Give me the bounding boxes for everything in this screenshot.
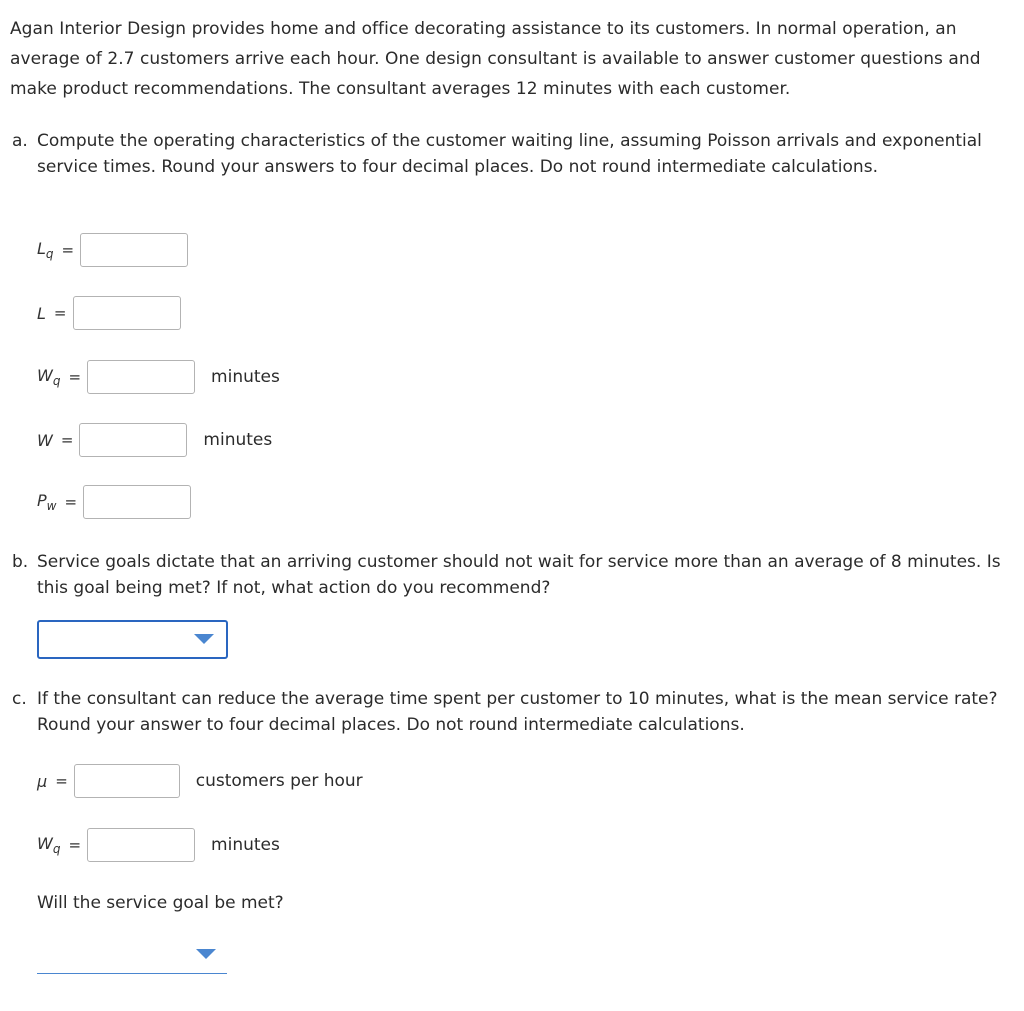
wq-unit: minutes xyxy=(211,367,280,387)
lq-row xyxy=(37,233,188,267)
question-c-letter: c. xyxy=(12,689,27,709)
wq-row xyxy=(37,360,280,394)
pw-equals: = xyxy=(64,493,78,511)
question-a xyxy=(12,128,1012,180)
mu-unit: customers per hour xyxy=(195,771,363,791)
wq-equals: = xyxy=(68,368,82,386)
goal-met-dropdown[interactable] xyxy=(37,945,227,974)
lq-label: $L_q$ xyxy=(37,239,54,261)
pw-row xyxy=(37,485,191,519)
wq-input[interactable] xyxy=(87,360,195,394)
problem-intro: Agan Interior Design provides home and office decorating assistance to its customers. In normal operation, an average of 2.7 customers arrive each hour. One design consultant is available to answer customer questions and make product recommendations. The consultant averages 12 minutes with each customer. xyxy=(10,19,981,99)
mu-label: μ xyxy=(37,771,48,791)
l-input[interactable] xyxy=(73,296,181,330)
mu-equals: = xyxy=(55,772,68,790)
wq-c-equals: = xyxy=(68,836,82,854)
wq-c-row xyxy=(37,828,280,862)
w-label: W xyxy=(37,430,53,450)
l-row xyxy=(37,296,181,330)
caret-down-icon xyxy=(196,949,216,959)
w-equals: = xyxy=(60,431,74,449)
pw-label: $P_w$ xyxy=(37,491,57,513)
lq-input[interactable] xyxy=(80,233,188,267)
goal-action-dropdown[interactable] xyxy=(37,620,228,659)
question-a-letter: a. xyxy=(12,131,28,151)
question-c xyxy=(12,686,1012,738)
w-row xyxy=(37,423,272,457)
mu-input[interactable] xyxy=(74,764,180,798)
pw-input[interactable] xyxy=(83,485,191,519)
wq-label: $W_q$ xyxy=(37,366,61,388)
wq-c-input[interactable] xyxy=(87,828,195,862)
w-input[interactable] xyxy=(79,423,187,457)
question-a-text: Compute the operating characteristics of the customer waiting line, assuming Poisson arrivals and exponential service times. Round your answers to four decimal places. Do not round intermediate calculations. xyxy=(37,131,982,177)
question-b xyxy=(12,549,1012,601)
l-equals: = xyxy=(53,304,67,322)
w-unit: minutes xyxy=(203,430,273,450)
l-label: L xyxy=(37,303,46,323)
question-b-text: Service goals dictate that an arriving customer should not wait for service more than an average of 8 minutes. Is this goal being met? If not, what action do you recommend? xyxy=(37,552,1001,598)
lq-equals: = xyxy=(61,241,75,259)
caret-down-icon xyxy=(194,634,214,644)
wq-c-unit: minutes xyxy=(211,835,280,855)
wq-c-label: $W_q$ xyxy=(37,834,61,856)
question-b-letter: b. xyxy=(12,552,29,572)
goal-question: Will the service goal be met? xyxy=(37,893,284,913)
question-c-text: If the consultant can reduce the average time spent per customer to 10 minutes, what is the mean service rate? Round your answer to four decimal places. Do not round intermediate calculations. xyxy=(37,689,998,735)
mu-row xyxy=(37,764,363,798)
